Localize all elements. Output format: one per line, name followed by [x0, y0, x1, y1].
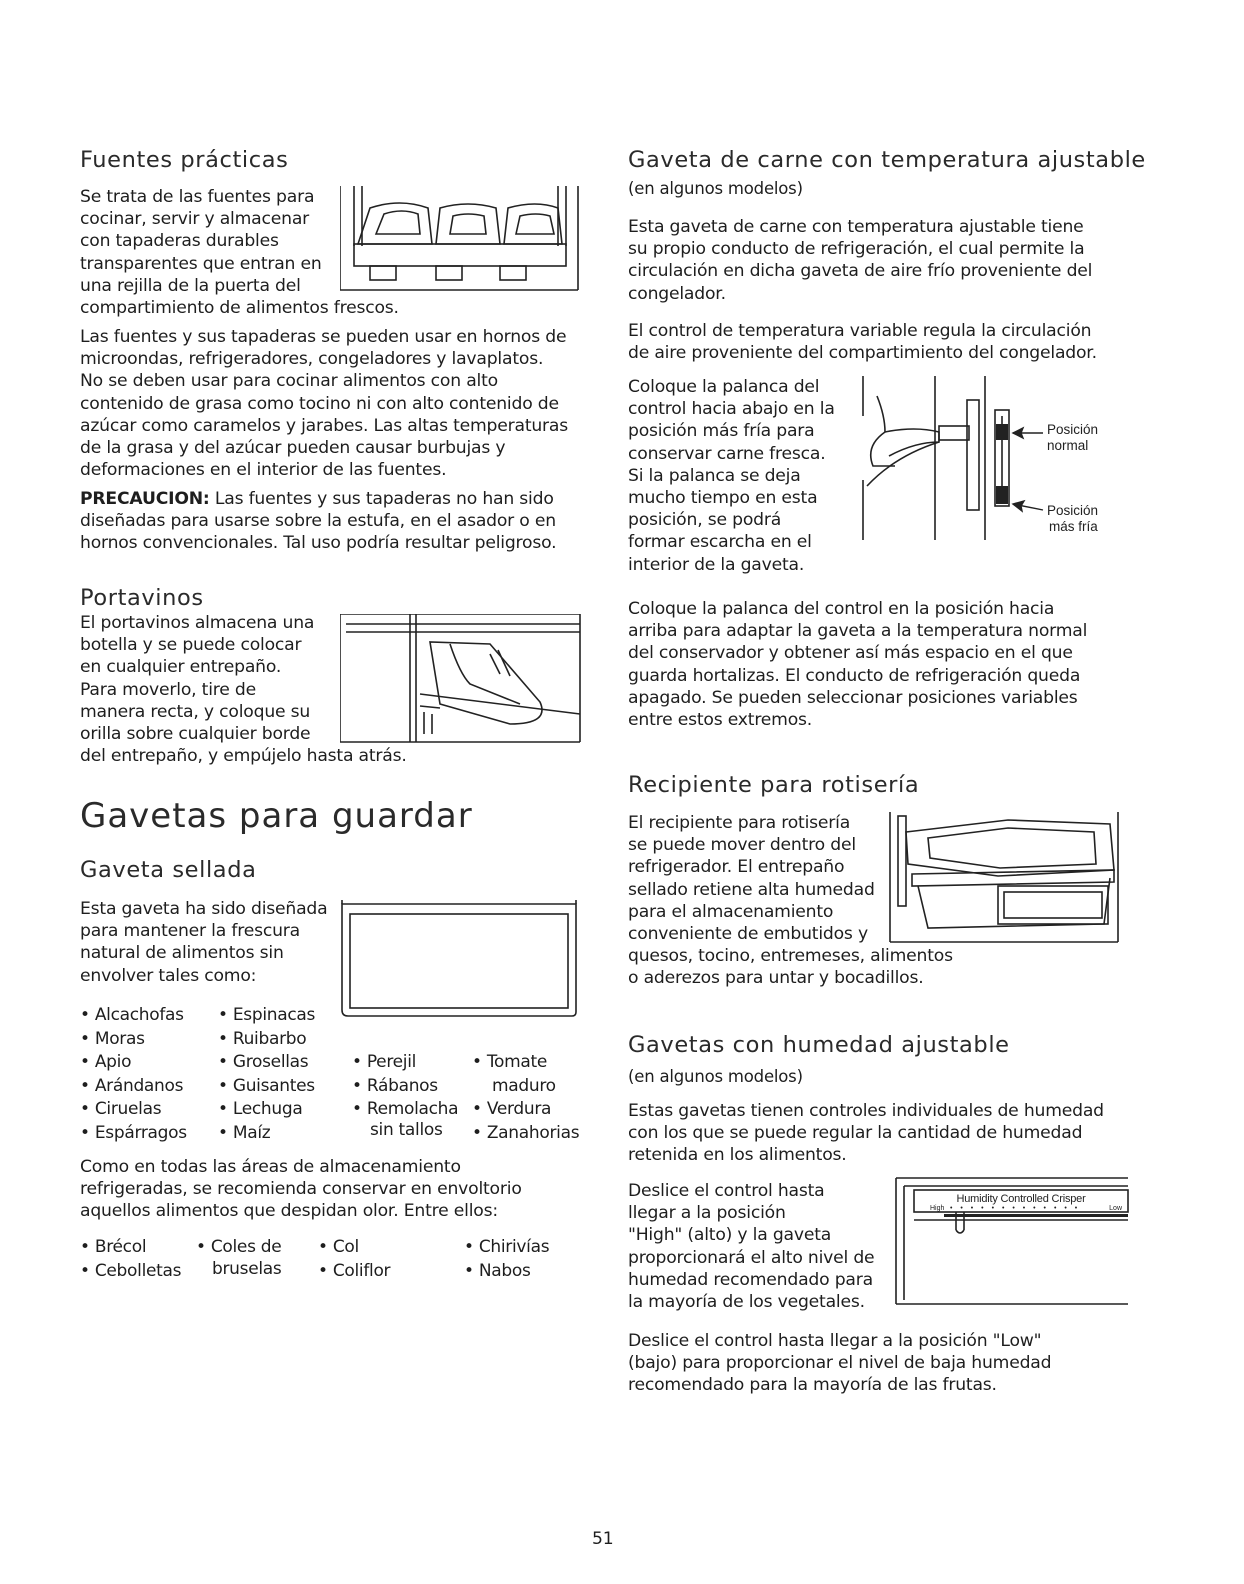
caution-label: PRECAUCION:: [80, 489, 210, 509]
odor-list-col4: [464, 1236, 549, 1283]
fuentes-text: Se trata de las fuentes para cocinar, servir y almacenar con tapaderas durables transparentes que entran en una rejilla de la puerta del compartimiento de alimentos frescos.: [80, 187, 399, 319]
list-item: • Grosellas: [218, 1052, 309, 1072]
list-item: • Col: [318, 1237, 359, 1257]
list-item: • Tomate: [472, 1052, 548, 1072]
humedad-p2: Deslice el control hasta llegar a la posición "High" (alto) y la gaveta proporcionará el alto nivel de humedad recomendado para la mayoría de los vegetales.: [628, 1181, 875, 1313]
sellada-list-col3: [352, 1051, 458, 1142]
list-item: • Ruibarbo: [218, 1028, 307, 1049]
carne-p4: Coloque la palanca del control en la posición hacia arriba para adaptar la gaveta a la temperatura normal del conservador y obtener así más espacio en el que guarda hortalizas. El conducto de refrigeración queda apagado. Se pueden seleccionar posiciones variables entre estos extremos.: [628, 599, 1088, 731]
carne-p3: Coloque la palanca del control hacia abajo en la posición más fría para conservar carne fresca. Si la palanca se deja mucho tiempo en esta posición, se podrá formar escarcha en el interior de la gaveta.: [628, 377, 835, 575]
list-item: • Alcachofas: [80, 1005, 184, 1025]
list-item: • Brécol: [80, 1237, 147, 1257]
list-item: • Apio: [80, 1052, 132, 1072]
sellada-title: Gaveta sellada: [80, 857, 257, 883]
list-item: maduro: [492, 1075, 556, 1096]
fuentes-illustration: [340, 186, 580, 292]
list-item: • Maíz: [218, 1122, 271, 1143]
label-posicion-normal: Posición normal: [1047, 422, 1099, 453]
carne-p1: Esta gaveta de carne con temperatura ajustable tiene su propio conducto de refrigeración, el cual permite la circulación en dicha gaveta de aire frío proveniente del congelador.: [628, 217, 1093, 304]
list-item: • Espinacas: [218, 1005, 316, 1025]
page-number: 51: [592, 1529, 614, 1549]
list-item: • Cebolletas: [80, 1260, 182, 1281]
carne-subtitle: (en algunos modelos): [628, 179, 803, 198]
list-item: • Lechuga: [218, 1099, 303, 1119]
sellada-list-col4: [472, 1051, 579, 1145]
crisper-control-labels: [916, 1193, 1126, 1215]
list-item: • Rábanos: [352, 1075, 438, 1096]
list-item: sin tallos: [370, 1119, 443, 1140]
portavinos-illustration: [340, 614, 582, 744]
list-item: • Nabos: [464, 1260, 531, 1281]
list-item: • Coliflor: [318, 1260, 391, 1281]
list-item: bruselas: [212, 1258, 282, 1279]
list-item: • Moras: [80, 1028, 145, 1049]
odor-list-col3: [318, 1236, 390, 1283]
crisper-label: Humidity Controlled Crisper: [956, 1193, 1086, 1205]
list-item: • Verdura: [472, 1099, 552, 1119]
list-item: • Guisantes: [218, 1075, 315, 1096]
humedad-p1: Estas gavetas tienen controles individuales de humedad con los que se puede regular la cantidad de humedad retenida en los alimentos.: [628, 1101, 1104, 1166]
list-item: • Remolacha: [352, 1099, 459, 1119]
label-posicion-fria: Posición más fría: [1047, 503, 1099, 534]
odor-list-col2: [196, 1236, 281, 1281]
odor-list-col1: [80, 1236, 181, 1283]
fuentes-para2: Las fuentes y sus tapaderas se pueden usar en hornos de microondas, refrigeradores, congeladores y lavaplatos. No se deben usar para cocinar alimentos con alto contenido de grasa como tocino ni con alto contenido de azúcar como caramelos y jarabes. Las altas temperaturas de la grasa y del azúcar pueden causar burbujas y deformaciones en el interior de las fuentes.: [80, 327, 569, 481]
sellada-para2: Como en todas las áreas de almacenamiento refrigeradas, se recomienda conservar en envoltorio aquellos alimentos que despidan olor. Entre ellos:: [80, 1157, 522, 1222]
rotiseria-title: Recipiente para rotisería: [628, 772, 920, 798]
portavinos-title: Portavinos: [80, 585, 204, 611]
carne-p2: El control de temperatura variable regula la circulación de aire proveniente del compartimiento del congelador.: [628, 321, 1097, 364]
sellada-list-col1: [80, 1004, 187, 1145]
crisper-low-label: Low: [1109, 1205, 1122, 1212]
list-item: • Zanahorias: [472, 1122, 580, 1143]
list-item: • Espárragos: [80, 1122, 187, 1143]
rotiseria-illustration: [888, 812, 1120, 944]
sellada-illustration: [340, 900, 580, 1018]
crisper-scale-dots: • • • • • • • • • • • • •: [950, 1205, 1081, 1212]
carne-control-illustration: [855, 376, 1045, 546]
portavinos-text: El portavinos almacena una botella y se puede colocar en cualquier entrepaño. Para moverlo, tire de manera recta, y coloque su orilla sobre cualquier borde del entrepaño, y empújelo hasta atrás.: [80, 613, 407, 767]
humedad-subtitle: (en algunos modelos): [628, 1067, 803, 1086]
list-item: • Arándanos: [80, 1075, 184, 1096]
gavetas-title: Gavetas para guardar: [80, 796, 473, 836]
carne-title: Gaveta de carne con temperatura ajustable: [628, 147, 1146, 173]
sellada-list-col2: [218, 1004, 315, 1145]
humedad-title: Gavetas con humedad ajustable: [628, 1032, 1010, 1058]
crisper-high-label: High: [930, 1205, 945, 1212]
list-item: • Perejil: [352, 1052, 417, 1072]
list-item: • Ciruelas: [80, 1099, 162, 1119]
list-item: • Coles de: [196, 1237, 282, 1257]
sellada-text: Esta gaveta ha sido diseñada para mantener la frescura natural de alimentos sin envolver tales como:: [80, 899, 328, 986]
list-item: • Chirivías: [464, 1237, 550, 1257]
fuentes-caution: PRECAUCION: Las fuentes y sus tapaderas no han sido diseñadas para usarse sobre la estufa, en el asador o en hornos convencionales. Tal uso podría resultar peligroso.: [80, 489, 557, 554]
fuentes-title: Fuentes prácticas: [80, 147, 289, 173]
rotiseria-text: El recipiente para rotisería se puede mover dentro del refrigerador. El entrepaño sellado retiene alta humedad para el almacenamiento conveniente de embutidos y quesos, tocino, entremeses, alimentos o aderezos para untar y bocadillos.: [628, 813, 953, 989]
humedad-p3: Deslice el control hasta llegar a la posición "Low" (bajo) para proporcionar el nivel de baja humedad recomendado para la mayoría de las frutas.: [628, 1331, 1052, 1396]
